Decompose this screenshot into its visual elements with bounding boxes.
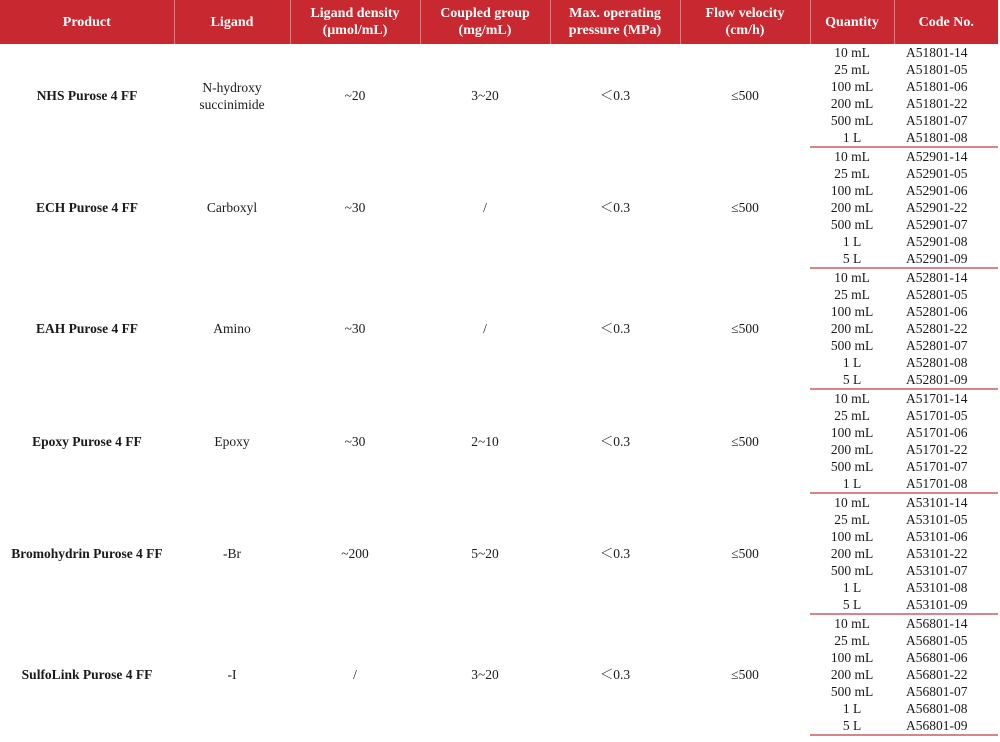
code-cell: A56801-08 [906, 701, 968, 716]
quantity-cell: 10 mL [834, 45, 870, 60]
code-cell: A51801-07 [906, 113, 968, 128]
code-cell: A53101-14 [906, 495, 968, 510]
max-pressure-cell: ＜0.3 [599, 88, 631, 103]
quantity-cell: 5 L [810, 596, 894, 614]
ligand-density-cell: ~20 [344, 88, 366, 103]
header-flow-velocity: Flow velocity (cm/h) [680, 0, 810, 44]
code-cell: A52801-09 [894, 371, 998, 389]
ligand-cell: Epoxy [214, 433, 250, 449]
quantity-cell: 1 L [842, 234, 862, 249]
code-cell: A51701-14 [906, 391, 968, 406]
quantity-cell: 500 mL [830, 338, 874, 353]
ligand-cell: -Br [223, 546, 241, 561]
table-row [0, 44, 998, 61]
code-cell: A56801-22 [906, 667, 968, 682]
quantity-cell: 100 mL [830, 529, 874, 544]
code-cell: A53101-07 [906, 563, 968, 578]
table-row [0, 493, 998, 511]
max-pressure-cell: ＜0.3 [599, 546, 631, 561]
quantity-cell: 10 mL [834, 391, 870, 406]
product-name: Epoxy Purose 4 FF [32, 433, 142, 449]
max-pressure-cell: ＜0.3 [599, 667, 631, 682]
code-cell: A53101-06 [906, 529, 968, 544]
code-cell: A52901-09 [894, 250, 998, 268]
quantity-cell: 25 mL [834, 287, 870, 302]
code-cell: A52901-22 [906, 200, 968, 215]
code-cell: A52801-14 [906, 270, 968, 285]
flow-velocity-cell: ≤500 [731, 667, 759, 682]
ligand-cell: -I [227, 667, 237, 682]
quantity-cell: 1 L [842, 701, 862, 716]
code-cell: A52801-06 [906, 304, 968, 319]
header-ligand: Ligand [174, 0, 290, 44]
coupled-group-cell: 3~20 [471, 667, 499, 682]
code-cell: A56801-06 [906, 650, 968, 665]
product-name: Bromohydrin Purose 4 FF [11, 546, 163, 561]
quantity-cell: 200 mL [830, 321, 874, 336]
quantity-cell: 100 mL [830, 650, 874, 665]
quantity-cell: 5 L [810, 371, 894, 389]
ligand-density-cell: ~30 [344, 321, 366, 336]
quantity-cell: 5 L [810, 250, 894, 268]
code-cell: A52801-08 [906, 355, 968, 370]
coupled-group-cell: 2~10 [471, 433, 499, 449]
code-cell: A52801-22 [906, 321, 968, 336]
max-pressure-cell: ＜0.3 [599, 200, 631, 215]
ligand-cell: Amino [213, 321, 251, 336]
code-cell: A56801-09 [894, 717, 998, 735]
flow-velocity-cell: ≤500 [731, 433, 759, 449]
quantity-cell: 10 mL [834, 270, 870, 285]
code-cell: A53101-09 [894, 596, 998, 614]
product-name: ECH Purose 4 FF [35, 200, 139, 215]
flow-velocity-cell: ≤500 [731, 546, 759, 561]
code-cell: A51701-05 [906, 408, 968, 423]
ligand-density-cell: ~200 [341, 546, 369, 561]
quantity-cell: 500 mL [830, 459, 874, 474]
code-cell: A51701-08 [894, 475, 998, 493]
quantity-cell: 500 mL [830, 684, 874, 699]
quantity-cell: 100 mL [830, 425, 874, 440]
code-cell: A53101-08 [906, 580, 968, 595]
quantity-cell: 5 L [810, 717, 894, 735]
code-cell: A52901-08 [906, 234, 968, 249]
code-cell: A51801-08 [894, 129, 998, 147]
code-cell: A52901-05 [906, 166, 968, 181]
quantity-cell: 200 mL [830, 546, 874, 561]
flow-velocity-cell: ≤500 [731, 88, 759, 103]
table-body [0, 44, 998, 735]
flow-velocity-cell: ≤500 [731, 321, 759, 336]
quantity-cell: 1 L [810, 475, 894, 493]
code-cell: A51801-05 [906, 62, 968, 77]
code-cell: A52901-06 [906, 183, 968, 198]
code-cell: A52801-05 [906, 287, 968, 302]
code-cell: A51801-14 [906, 45, 968, 60]
quantity-cell: 10 mL [834, 149, 870, 164]
table-row [0, 268, 998, 286]
table-header [0, 0, 998, 44]
header-quantity: Quantity [810, 0, 894, 44]
code-cell: A52901-14 [906, 149, 968, 164]
quantity-cell: 500 mL [830, 563, 874, 578]
quantity-cell: 10 mL [834, 495, 870, 510]
coupled-group-cell: 3~20 [471, 88, 499, 103]
code-cell: A56801-14 [906, 616, 968, 631]
quantity-cell: 500 mL [830, 217, 874, 232]
header-coupled-group: Coupled group (mg/mL) [420, 0, 550, 44]
ligand-density-cell: ~30 [344, 433, 366, 449]
ligand-cell: N-hydroxy succinimide [199, 79, 265, 112]
quantity-cell: 25 mL [834, 62, 870, 77]
quantity-cell: 100 mL [830, 304, 874, 319]
code-cell: A56801-07 [906, 684, 968, 699]
quantity-cell: 200 mL [830, 200, 874, 215]
code-cell: A51801-06 [906, 79, 968, 94]
quantity-cell: 100 mL [830, 79, 874, 94]
quantity-cell: 25 mL [834, 512, 870, 527]
max-pressure-cell: ＜0.3 [599, 433, 631, 449]
max-pressure-cell: ＜0.3 [599, 321, 631, 336]
table-row [0, 389, 998, 407]
header-product: Product [0, 0, 174, 44]
code-cell: A51701-22 [906, 442, 968, 457]
coupled-group-cell: / [483, 321, 487, 336]
product-name: NHS Purose 4 FF [36, 88, 138, 103]
code-cell: A52801-07 [906, 338, 968, 353]
quantity-cell: 1 L [842, 580, 862, 595]
ligand-density-cell: ~30 [344, 200, 366, 215]
coupled-group-cell: / [483, 200, 487, 215]
product-name: EAH Purose 4 FF [35, 321, 139, 336]
ligand-cell: Carboxyl [206, 200, 258, 215]
product-name: SulfoLink Purose 4 FF [21, 667, 153, 682]
quantity-cell: 25 mL [834, 633, 870, 648]
quantity-cell: 200 mL [830, 96, 874, 111]
code-cell: A56801-05 [906, 633, 968, 648]
quantity-cell: 500 mL [830, 113, 874, 128]
code-cell: A53101-22 [906, 546, 968, 561]
code-cell: A52901-07 [906, 217, 968, 232]
quantity-cell: 200 mL [830, 667, 874, 682]
code-cell: A51701-06 [906, 425, 968, 440]
quantity-cell: 200 mL [830, 442, 874, 457]
table-row [0, 147, 998, 165]
header-code-no: Code No. [894, 0, 998, 44]
quantity-cell: 1 L [810, 129, 894, 147]
quantity-cell: 100 mL [830, 183, 874, 198]
quantity-cell: 10 mL [834, 616, 870, 631]
quantity-cell: 1 L [842, 355, 862, 370]
ligand-density-cell: / [353, 667, 357, 682]
quantity-cell: 25 mL [834, 408, 870, 423]
code-cell: A53101-05 [906, 512, 968, 527]
coupled-group-cell: 5~20 [471, 546, 499, 561]
code-cell: A51801-22 [906, 96, 968, 111]
flow-velocity-cell: ≤500 [731, 200, 759, 215]
quantity-cell: 25 mL [834, 166, 870, 181]
header-max-pressure: Max. operating pressure (MPa) [550, 0, 680, 44]
table-row [0, 614, 998, 632]
header-ligand-density: Ligand density (µmol/mL) [290, 0, 420, 44]
code-cell: A51701-07 [906, 459, 968, 474]
